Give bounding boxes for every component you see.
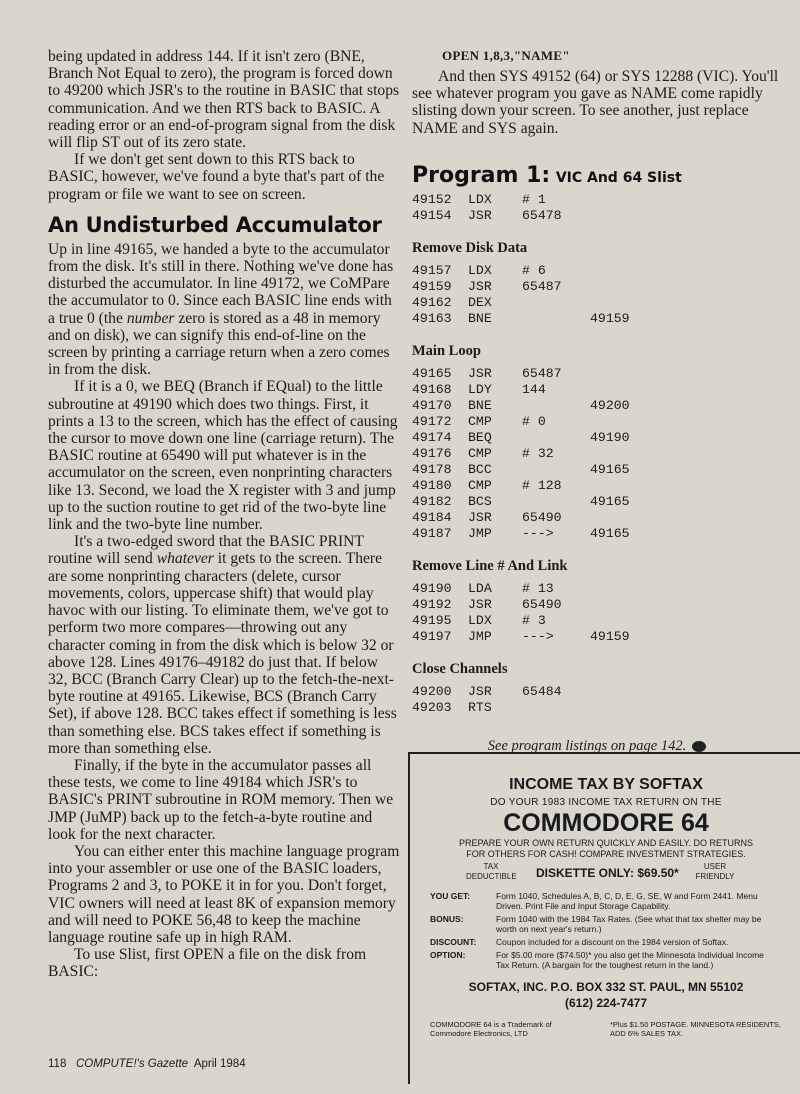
issue-date: April 1984 — [193, 1058, 246, 1070]
listing-opcode: JSR — [468, 278, 492, 294]
listing-row — [412, 430, 782, 446]
listing-row — [412, 684, 782, 700]
listing-row — [412, 446, 782, 462]
ad-phone: (612) 224-7477 — [564, 996, 648, 1010]
listing-opcode: CMP — [468, 445, 492, 461]
listing-opcode: LDX — [468, 262, 492, 278]
paragraph: If we don't get sent down to this RTS back to BASIC, however, we've found a byte that's part of the program or file we want to see on screen. — [48, 151, 385, 203]
listing-intro — [412, 192, 782, 224]
listing-section-heading: Close Channels — [412, 660, 508, 677]
listing-row — [412, 581, 782, 597]
listing-remove-line — [412, 581, 782, 645]
listing-address: 49162 — [412, 294, 452, 310]
page-number: 118 — [48, 1058, 67, 1070]
program-number: Program 1: — [412, 162, 551, 188]
listing-target: 49190 — [590, 429, 630, 445]
listing-row — [412, 263, 782, 279]
listing-row — [412, 311, 782, 327]
ad-detail-text: Form 1040 with the 1984 Tax Rates. (See what that tax shelter may be worth on next year's return.) — [496, 914, 762, 934]
listing-operand: 65490 — [522, 596, 562, 612]
ad-detail-row — [430, 891, 800, 911]
listing-target: 49165 — [590, 493, 630, 509]
listing-address: 49176 — [412, 445, 452, 461]
listing-opcode: JSR — [468, 596, 492, 612]
ad-detail-text: For $5.00 more ($74.50)* you also get the Minnesota Individual Income Tax Return. (A bargain for the toughest return in the land.) — [496, 950, 764, 970]
section-heading: An Undisturbed Accumulator — [48, 212, 382, 237]
listing-opcode: LDX — [468, 612, 492, 628]
ad-detail-row — [430, 914, 800, 934]
ad-fine-print — [410, 1020, 800, 1044]
listing-address: 49184 — [412, 509, 452, 525]
listing-opcode: LDX — [468, 191, 492, 207]
listing-section-heading: Remove Line # And Link — [412, 557, 568, 574]
listing-opcode: BCS — [468, 493, 492, 509]
listing-row — [412, 382, 782, 398]
listing-opcode: LDY — [468, 381, 492, 397]
listing-operand: 65490 — [522, 509, 562, 525]
listing-row — [412, 192, 782, 208]
listing-target: 49165 — [590, 525, 630, 541]
listing-operand: 144 — [522, 381, 546, 397]
listing-opcode: BNE — [468, 397, 492, 413]
paragraph: Finally, if the byte in the accumulator passes all these tests, we come to line 49184 which JSR's to BASIC's PRINT subroutine in ROM memory. Then we JMP (JuMP) back up to the fetch-a-byte routine and look for the next character. — [48, 756, 394, 843]
listing-operand: 65487 — [522, 365, 562, 381]
listing-opcode: LDA — [468, 580, 492, 596]
ad-tax-deductible: TAX DEDUCTIBLE — [466, 862, 517, 881]
listing-opcode: JSR — [468, 509, 492, 525]
left-column — [48, 48, 400, 981]
listing-address: 49182 — [412, 493, 452, 509]
text-run: zero is stored as a 48 in memory and on disk), we can signify this end-of-line on the screen by printing a carriage return when a zero comes in from the disk. — [48, 309, 390, 379]
ad-address: SOFTAX, INC. P.O. BOX 332 ST. PAUL, MN 55102 — [468, 980, 744, 994]
listing-target: 49165 — [590, 461, 630, 477]
listing-opcode: JSR — [468, 683, 492, 699]
listing-address: 49187 — [412, 525, 452, 541]
listing-address: 49168 — [412, 381, 452, 397]
ad-tagline: FOR OTHERS FOR CASH! COMPARE INVESTMENT STRATEGIES. — [466, 849, 746, 859]
listing-opcode: JMP — [468, 628, 492, 644]
ad-user-friendly: USER FRIENDLY — [695, 862, 735, 881]
listing-address: 49192 — [412, 596, 452, 612]
listing-opcode: BCC — [468, 461, 492, 477]
listing-address: 49163 — [412, 310, 452, 326]
listing-operand: 65487 — [522, 278, 562, 294]
listing-operand: ---> — [522, 525, 554, 541]
listing-opcode: BEQ — [468, 429, 492, 445]
listing-target: 49200 — [590, 397, 630, 413]
paragraph: And then SYS 49152 (64) or SYS 12288 (VIC). You'll see whatever program you gave as NAME come rapidly slisting down your screen. To see another, just replace NAME and SYS again. — [412, 68, 779, 137]
listing-address: 49154 — [412, 207, 452, 223]
ad-detail-label: DISCOUNT: — [430, 937, 477, 947]
listing-operand: # 13 — [522, 580, 554, 596]
listing-opcode: CMP — [468, 413, 492, 429]
emphasis: whatever — [156, 550, 214, 568]
listing-row — [412, 629, 782, 645]
listing-row — [412, 510, 782, 526]
paragraph: If it is a 0, we BEQ (Branch if EQual) to the little subroutine at 49190 which does two things. First, it prints a 13 to the screen, which has the effect of causing the cursor to move down one line (carriage return). The BASIC routine at 65490 will put whatever is in the accumulator on the screen, even nonprinting characters like 13. Second, we load the X register with 3 and jump up to the suction routine to get rid of the two-byte line link and the two-byte line number. — [48, 378, 398, 534]
paragraph: being updated in address 144. If it isn't zero (BNE, Branch Not Equal to zero), the program is forced down to 49200 which JSR's to the routine in BASIC that stops communication. And we then RTS back to BASIC. A reading error or an end-of-program signal from the disk will flip ST out of its zero state. — [48, 48, 400, 152]
listing-address: 49152 — [412, 191, 452, 207]
listing-operand: # 32 — [522, 445, 554, 461]
ad-detail-row — [430, 950, 800, 970]
listing-operand: # 3 — [522, 612, 546, 628]
listing-row — [412, 700, 782, 716]
see-listings-text: See program listings on page 142. — [487, 737, 687, 754]
program-title — [412, 163, 782, 188]
open-command: OPEN 1,8,3,"NAME" — [442, 48, 570, 63]
paragraph: To use Slist, first OPEN a file on the disk from BASIC: — [48, 946, 367, 981]
ad-detail-label: OPTION: — [430, 950, 466, 960]
listing-target: 49159 — [590, 628, 630, 644]
listing-opcode: JSR — [468, 207, 492, 223]
listing-close — [412, 684, 782, 716]
paragraph — [48, 241, 400, 379]
listing-row — [412, 613, 782, 629]
softax-advertisement — [408, 752, 800, 1084]
listing-main-loop — [412, 366, 782, 542]
listing-row — [412, 295, 782, 311]
listing-address: 49190 — [412, 580, 452, 596]
listing-operand: # 128 — [522, 477, 562, 493]
listing-remove-disk — [412, 263, 782, 327]
ad-detail-text: Coupon included for a discount on the 1984 version of Softax. — [496, 937, 729, 947]
listing-address: 49174 — [412, 429, 452, 445]
listing-operand: 65484 — [522, 683, 562, 699]
ad-detail-label: BONUS: — [430, 914, 464, 924]
text-run: It's a two-edged sword that the BASIC PRINT routine will send — [48, 533, 364, 568]
listing-address: 49195 — [412, 612, 452, 628]
ad-price: DISKETTE ONLY: $69.50* — [536, 866, 679, 880]
end-mark-icon — [692, 741, 706, 752]
listing-row — [412, 414, 782, 430]
ad-tagline: PREPARE YOUR OWN RETURN QUICKLY AND EASILY. DO RETURNS — [458, 838, 754, 848]
listing-address: 49159 — [412, 278, 452, 294]
listing-section-heading: Remove Disk Data — [412, 239, 528, 256]
listing-operand: 65478 — [522, 207, 562, 223]
listing-address: 49157 — [412, 262, 452, 278]
listing-opcode: CMP — [468, 477, 492, 493]
listing-address: 49172 — [412, 413, 452, 429]
listing-row — [412, 208, 782, 224]
listing-opcode: DEX — [468, 294, 492, 310]
magazine-name: COMPUTE!'s Gazette — [75, 1058, 189, 1070]
emphasis: number — [126, 309, 175, 327]
listing-opcode: JMP — [468, 525, 492, 541]
listing-row — [412, 462, 782, 478]
listing-address: 49180 — [412, 477, 452, 493]
ad-price-row — [410, 862, 800, 888]
listing-address: 49170 — [412, 397, 452, 413]
listing-address: 49203 — [412, 699, 452, 715]
listing-opcode: BNE — [468, 310, 492, 326]
listing-row — [412, 526, 782, 542]
ad-subtitle: DO YOUR 1983 INCOME TAX RETURN ON THE — [490, 797, 722, 808]
ad-detail-text: Form 1040, Schedules A, B, C, D, E, G, SE, W and Form 2441. Menu Driven. Print File and Input Storage Capability. — [496, 891, 758, 911]
ad-trademark: COMMODORE 64 is a Trademark of Commodore Electronics, LTD — [430, 1020, 552, 1038]
program-name: VIC And 64 Slist — [555, 169, 682, 186]
listing-opcode: RTS — [468, 699, 492, 715]
listing-address: 49197 — [412, 628, 452, 644]
paragraph: You can either enter this machine language program into your assembler or use one of the BASIC loaders, Programs 2 and 3, to POKE it in for you. Don't forget, VIC owners will need at least 8K of expansion memory and will need to POKE 56,48 to keep the machine language routine safe up in high RAM. — [48, 842, 400, 946]
listing-row — [412, 279, 782, 295]
listing-opcode: JSR — [468, 365, 492, 381]
ad-detail-label: YOU GET: — [430, 891, 471, 901]
ad-details — [410, 891, 800, 970]
listing-operand: # 0 — [522, 413, 546, 429]
listing-row — [412, 366, 782, 382]
right-column — [412, 48, 782, 755]
listing-row — [412, 478, 782, 494]
listing-address: 49178 — [412, 461, 452, 477]
ad-title: INCOME TAX BY SOFTAX — [509, 776, 703, 793]
listing-address: 49200 — [412, 683, 452, 699]
listing-row — [412, 398, 782, 414]
listing-row — [412, 494, 782, 510]
listing-operand: # 6 — [522, 262, 546, 278]
text-run: Up in line 49165, we handed a byte to the accumulator from the disk. It's still in there. Nothing we've done has disturbed the accumulator. In line 49172, we CoMPare the accumulator to 0. Since each BASIC line ends with a true 0 (the — [48, 240, 394, 327]
listing-row — [412, 597, 782, 613]
ad-shipping-note: *Plus $1.50 POSTAGE. MINNESOTA RESIDENTS, ADD 6% SALES TAX. — [610, 1020, 782, 1038]
listing-operand: ---> — [522, 628, 554, 644]
ad-product: COMMODORE 64 — [503, 809, 709, 837]
listing-operand: # 1 — [522, 191, 546, 207]
listing-address: 49165 — [412, 365, 452, 381]
text-run: it gets to the screen. There are some nonprinting characters (delete, cursor movements, colors, uppercase shift) that would play havoc with our listing. To eliminate them, we've got to perform two more compares—throwing out any character coming in from the disk which is below 32 or above 128. Lines 49176–49182 do just that. If below 32, BCC (Branch Carry Clear) up to the fetch-the-next-byte routine at 49165. Likewise, BCS (Branch Carry Set), if above 128. BCC takes effect if something is less than something else. BCS takes effect if something is more than something else. — [48, 550, 397, 757]
paragraph — [48, 533, 400, 757]
listing-section-heading: Main Loop — [412, 342, 481, 359]
page-footer — [48, 1058, 246, 1070]
ad-detail-row — [430, 937, 800, 947]
listing-target: 49159 — [590, 310, 630, 326]
